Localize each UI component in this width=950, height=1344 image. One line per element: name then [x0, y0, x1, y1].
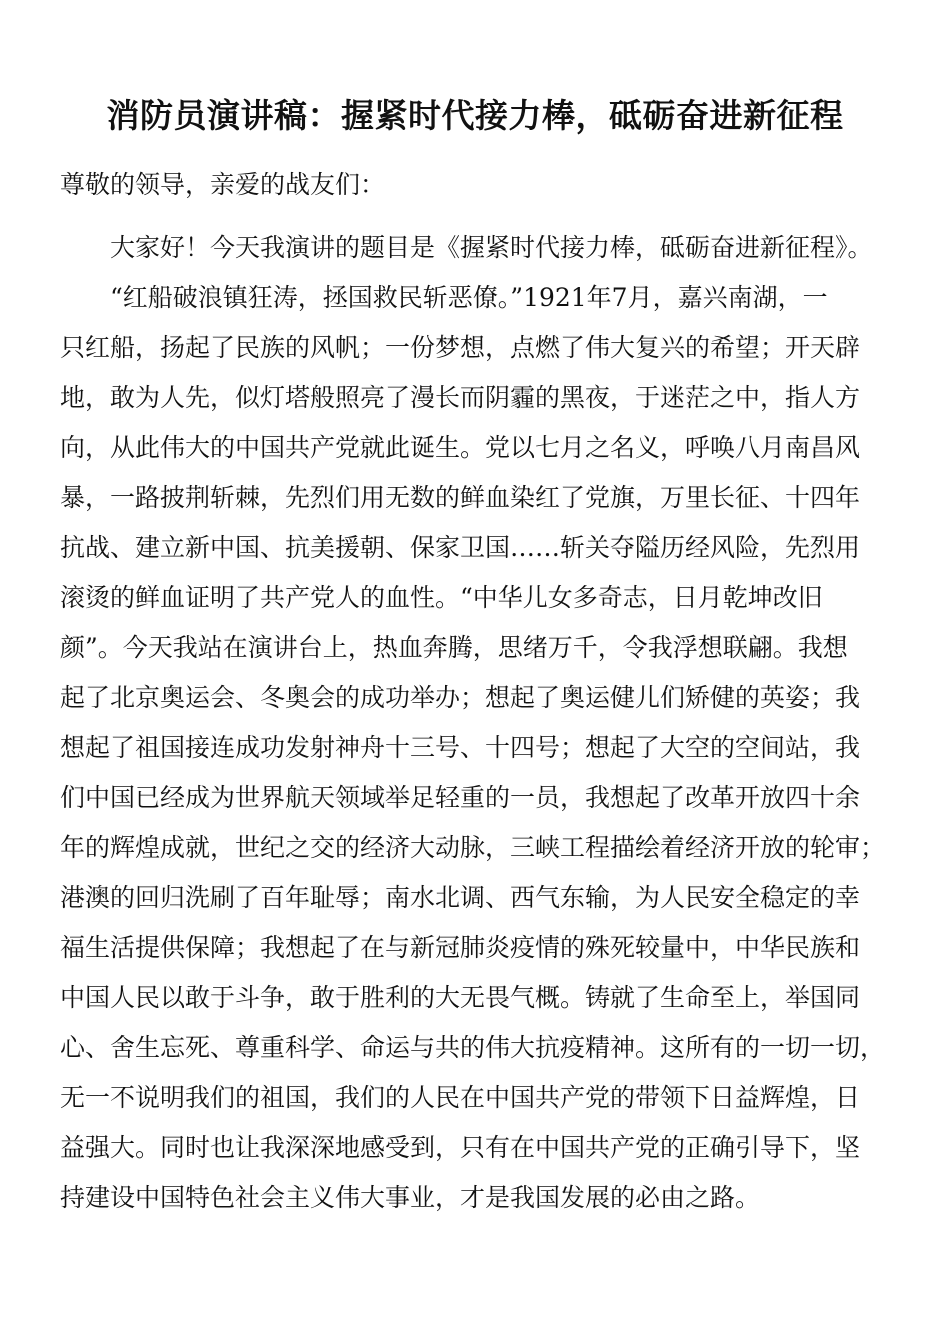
- paragraph-line: 暴，一路披荆斩棘，先烈们用无数的鲜血染红了党旗，万里长征、十四年: [60, 483, 861, 512]
- paragraph-line: 心、舍生忘死、尊重科学、命运与共的伟大抗疫精神。这所有的一切一切，: [60, 1033, 886, 1062]
- salutation: 尊敬的领导，亲爱的战友们：: [60, 170, 386, 199]
- paragraph-line: 年的辉煌成就，世纪之交的经济大动脉，三峡工程描绘着经济开放的轮审；: [60, 833, 886, 862]
- paragraph-line: 中国人民以敢于斗争，敢于胜利的大无畏气概。铸就了生命至上，举国同: [60, 983, 861, 1012]
- paragraph-line: 持建设中国特色社会主义伟大事业，才是我国发展的必由之路。: [60, 1183, 761, 1212]
- paragraph-line: 地，敢为人先，似灯塔般照亮了漫长而阴霾的黑夜，于迷茫之中，指人方: [60, 383, 861, 412]
- paragraph-line: 想起了祖国接连成功发射神舟十三号、十四号；想起了大空的空间站，我: [60, 733, 861, 762]
- paragraph-line: 向，从此伟大的中国共产党就此诞生。党以七月之名义，呼唤八月南昌风: [60, 433, 861, 462]
- paragraph-line: 无一不说明我们的祖国，我们的人民在中国共产党的带领下日益辉煌，日: [60, 1083, 861, 1112]
- paragraph-line: 滚烫的鲜血证明了共产党人的血性。“中华儿女多奇志，日月乾坤改旧: [60, 583, 823, 612]
- paragraph-line: 颜”。今天我站在演讲台上，热血奔腾，思绪万千，令我浮想联翩。我想: [60, 633, 848, 662]
- paragraph-line: 起了北京奥运会、冬奥会的成功举办；想起了奥运健儿们矫健的英姿；我: [60, 683, 861, 712]
- paragraph-line: 们中国已经成为世界航天领域举足轻重的一员，我想起了改革开放四十余: [60, 783, 861, 812]
- paragraph-line: 抗战、建立新中国、抗美援朝、保家卫国……斩关夺隘历经风险，先烈用: [60, 533, 861, 562]
- paragraph-line: 福生活提供保障；我想起了在与新冠肺炎疫情的殊死较量中，中华民族和: [60, 933, 861, 962]
- paragraph-line: 益强大。同时也让我深深地感受到，只有在中国共产党的正确引导下，坚: [60, 1133, 861, 1162]
- document-title: 消防员演讲稿：握紧时代接力棒，砥砺奋进新征程: [106, 96, 844, 135]
- paragraph-line: 大家好！今天我演讲的题目是《握紧时代接力棒，砥砺奋进新征程》。: [110, 233, 873, 262]
- paragraph-line: 只红船，扬起了民族的风帆；一份梦想，点燃了伟大复兴的希望；开天辟: [60, 333, 861, 362]
- paragraph-line: “红船破浪镇狂涛，拯国救民斩恶僚。”1921年7月，嘉兴南湖，一: [110, 283, 828, 312]
- paragraph-line: 港澳的回归洗刷了百年耻辱；南水北调、西气东输，为人民安全稳定的幸: [60, 883, 861, 912]
